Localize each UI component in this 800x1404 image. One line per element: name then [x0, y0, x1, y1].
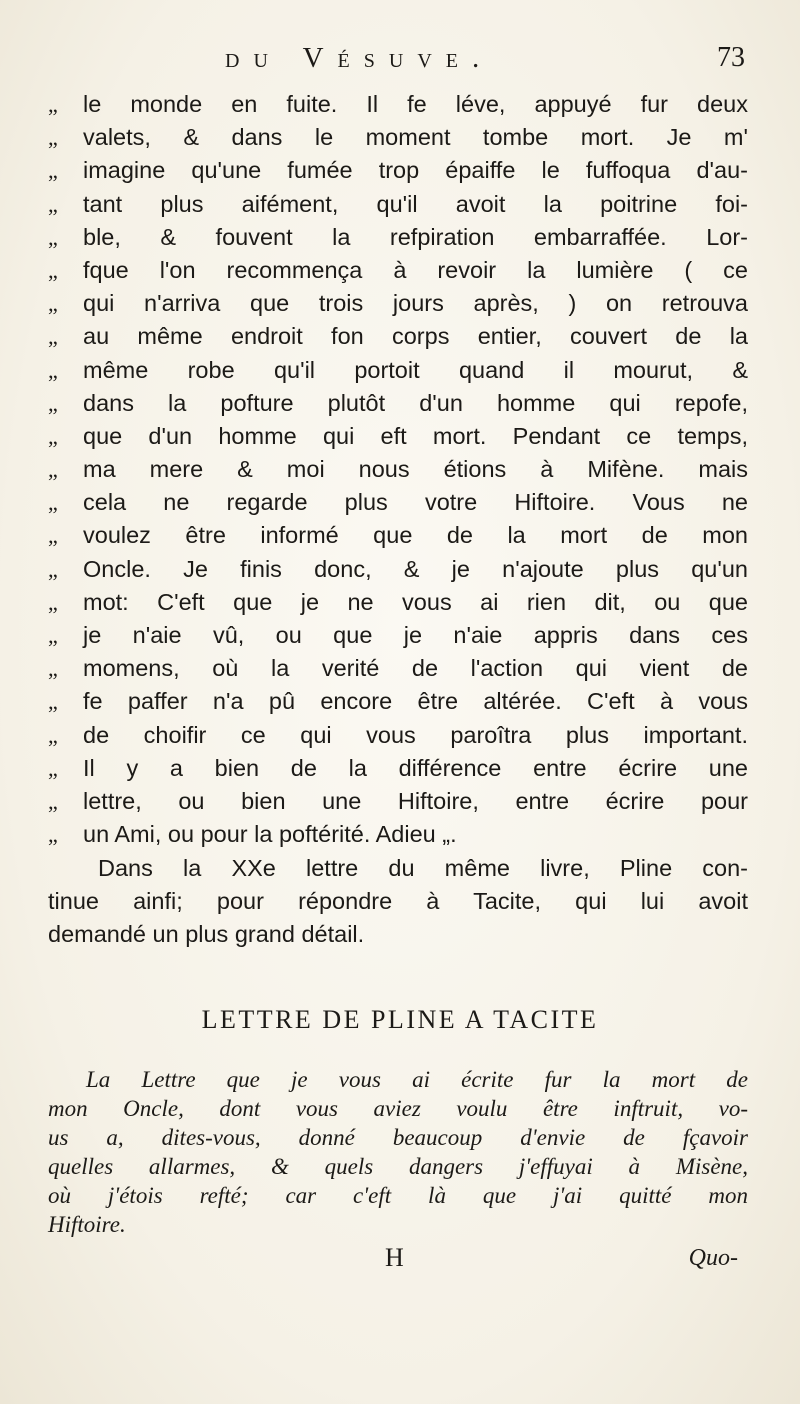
- quoted-line-text: tant plus aifément, qu'il avoit la poitrine foi-: [83, 190, 748, 217]
- quoted-line-text: au même endroit fon corps entier, couvert de la: [83, 323, 748, 350]
- quoted-line-text: voulez être informé que de la mort de mon: [83, 522, 748, 549]
- quoted-line-text: fque l'on recommença à revoir la lumière ( ce: [83, 256, 748, 283]
- quoted-line-text: lettre, ou bien une Hiftoire, entre écrire pour: [83, 787, 748, 814]
- quoted-line-text: valets, & dans le moment tombe mort. Je m': [83, 124, 748, 151]
- quoted-line: [48, 486, 748, 519]
- italic-line: Hiftoire.: [48, 1212, 126, 1237]
- quoted-line: [48, 121, 748, 154]
- quoted-line: [48, 752, 748, 785]
- quoted-line-text: de choifir ce qui vous paroîtra plus important.: [83, 721, 748, 748]
- page-number: 73: [717, 42, 745, 73]
- quoted-line: [48, 320, 748, 353]
- quote-mark: „: [48, 158, 58, 184]
- quoted-line-text: cela ne regarde plus votre Hiftoire. Vous ne: [83, 489, 748, 516]
- quoted-line: [48, 354, 748, 387]
- quoted-line: [48, 88, 748, 121]
- quote-mark: „: [48, 224, 58, 250]
- quote-mark: „: [48, 92, 58, 117]
- running-title: du Vésuve.: [225, 42, 494, 74]
- quoted-line: [48, 719, 748, 752]
- quote-mark: „: [48, 589, 58, 615]
- quote-mark: „: [48, 689, 58, 715]
- quoted-line: [48, 619, 748, 652]
- quote-mark: „: [48, 755, 58, 781]
- quoted-line-text: je n'aie vû, ou que je n'aie appris dans ces: [83, 622, 748, 648]
- quoted-line-text: qui n'arriva que trois jours après, ) on retrouva: [83, 290, 748, 317]
- italic-line: mon Oncle, dont vous aviez voulu être inftruit, vo-: [48, 1096, 748, 1121]
- quote-mark: „: [48, 822, 58, 848]
- running-head: [225, 38, 745, 78]
- quoted-line-text: fe paffer n'a pû encore être altérée. C'eft à vous: [83, 688, 748, 715]
- quote-mark: „: [48, 357, 58, 383]
- quote-mark: „: [48, 291, 58, 317]
- quoted-line-text: dans la pofture plutôt d'un homme qui repofe,: [83, 389, 748, 416]
- italic-line: La Lettre que je vous ai écrite fur la mort de: [86, 1067, 748, 1092]
- quoted-line: [48, 420, 748, 453]
- quoted-line-text: même robe qu'il portoit quand il mourut, &: [83, 356, 748, 383]
- quoted-line: [48, 188, 748, 221]
- quote-mark: „: [48, 722, 58, 748]
- quoted-line: [48, 154, 748, 187]
- quoted-line: [48, 221, 748, 254]
- quoted-line-text: momens, où la verité de l'action qui vient de: [83, 655, 748, 682]
- quote-mark: „: [48, 423, 58, 449]
- italic-line: où j'étois refté; car c'eft là que j'ai quitté mon: [48, 1183, 748, 1208]
- body-line: demandé un plus grand détail.: [48, 921, 365, 948]
- quoted-line: [48, 652, 748, 685]
- quoted-line: [48, 586, 748, 619]
- quoted-line: [48, 387, 748, 420]
- quote-mark: „: [48, 457, 58, 483]
- quoted-line: [48, 685, 748, 718]
- quoted-line: [48, 818, 748, 851]
- quoted-line: [48, 519, 748, 552]
- quote-mark: „: [48, 523, 58, 549]
- quoted-line: [48, 553, 748, 586]
- body-line: tinue ainfi; pour répondre à Tacite, qui lui avoit: [48, 888, 748, 915]
- quote-mark: „: [48, 191, 58, 217]
- quoted-line: [48, 287, 748, 320]
- quote-mark: „: [48, 788, 58, 814]
- signature-mark: H: [385, 1243, 404, 1272]
- quote-mark: „: [48, 324, 58, 350]
- quoted-line-text: ble, & fouvent la refpiration embarraffée. Lor-: [83, 223, 748, 250]
- quoted-line: [48, 453, 748, 486]
- quoted-line: [48, 785, 748, 818]
- body-paragraph: [48, 852, 748, 952]
- quote-mark: „: [48, 556, 58, 582]
- italic-summary: [48, 1065, 748, 1239]
- quoted-line-text: Il y a bien de la différence entre écrire une: [83, 754, 748, 781]
- catchword: Quo-: [688, 1245, 738, 1271]
- quote-mark: „: [48, 623, 58, 648]
- quote-mark: „: [48, 125, 58, 151]
- quote-mark: „: [48, 257, 58, 283]
- italic-line: us a, dites-vous, donné beaucoup d'envie de fçavoir: [48, 1125, 748, 1150]
- quoted-letter-block: [48, 88, 748, 851]
- body-line: Dans la XXe lettre du même livre, Pline con-: [98, 855, 748, 881]
- quoted-line-text: Oncle. Je finis donc, & je n'ajoute plus qu'un: [83, 555, 748, 582]
- quoted-line-text: un Ami, ou pour la poftérité. Adieu „.: [83, 821, 457, 848]
- quote-mark: „: [48, 490, 58, 516]
- italic-line: quelles allarmes, & quels dangers j'effuyai à Misène,: [48, 1154, 748, 1179]
- letter-heading: LETTRE DE PLINE A TACITE: [201, 1005, 599, 1034]
- quoted-line-text: ma mere & moi nous étions à Mifène. mais: [83, 456, 748, 483]
- quoted-line: [48, 254, 748, 287]
- quoted-line-text: imagine qu'une fumée trop épaiffe le fuffoqua d'au-: [83, 157, 748, 184]
- quoted-line-text: mot: C'eft que je ne vous ai rien dit, ou que: [83, 588, 748, 615]
- quote-mark: „: [48, 390, 58, 416]
- quoted-line-text: que d'un homme qui eft mort. Pendant ce temps,: [83, 422, 748, 449]
- quote-mark: „: [48, 656, 58, 682]
- quoted-line-text: le monde en fuite. Il fe léve, appuyé fur deux: [83, 91, 748, 117]
